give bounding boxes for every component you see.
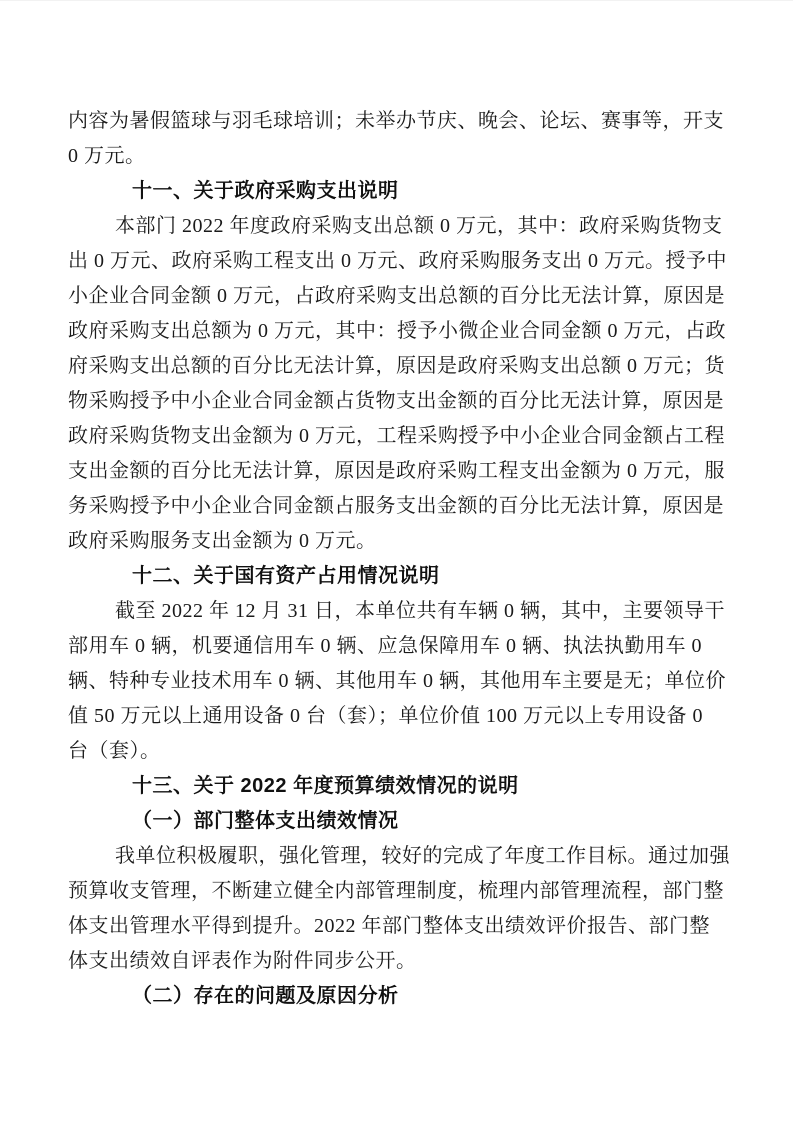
body-text-line: 物采购授予中小企业合同金额占货物支出金额的百分比无法计算，原因是 (68, 390, 724, 412)
section-heading: （一）部门整体支出绩效情况 (132, 810, 399, 832)
body-text-line: 0 万元。 (68, 145, 146, 167)
body-text-line: 辆、特种专业技术用车 0 辆、其他用车 0 辆，其他用车主要是无；单位价 (68, 670, 726, 692)
body-text-line: 体支出绩效自评表作为附件同步公开。 (68, 950, 417, 972)
section-heading: 十二、关于国有资产占用情况说明 (132, 565, 440, 587)
document-content (68, 104, 730, 1014)
section-heading: 十一、关于政府采购支出说明 (132, 180, 399, 202)
body-text-line: 政府采购服务支出金额为 0 万元。 (68, 530, 377, 552)
body-text-line: 部用车 0 辆，机要通信用车 0 辆、应急保障用车 0 辆、执法执勤用车 0 (68, 635, 702, 657)
body-text-line: 内容为暑假篮球与羽毛球培训；未举办节庆、晚会、论坛、赛事等，开支 (68, 110, 724, 132)
body-text-line: 政府采购货物支出金额为 0 万元，工程采购授予中小企业合同金额占工程 (68, 425, 725, 447)
body-text-line: 台（套）。 (68, 740, 161, 762)
body-text-line: 体支出管理水平得到提升。2022 年部门整体支出绩效评价报告、部门整 (68, 915, 710, 937)
body-text-line: 值 50 万元以上通用设备 0 台（套）；单位价值 100 万元以上专用设备 0 (68, 705, 703, 727)
body-text-line: 本部门 2022 年度政府采购支出总额 0 万元，其中：政府采购货物支 (115, 215, 723, 237)
body-text-line: 支出金额的百分比无法计算，原因是政府采购工程支出金额为 0 万元，服 (68, 460, 725, 482)
body-text-line: 预算收支管理，不断建立健全内部管理制度，梳理内部管理流程，部门整 (68, 880, 724, 902)
body-text-line: 我单位积极履职，强化管理，较好的完成了年度工作目标。通过加强 (115, 845, 730, 867)
section-heading: （二）存在的问题及原因分析 (132, 985, 399, 1007)
body-text-line: 府采购支出总额的百分比无法计算，原因是政府采购支出总额 0 万元；货 (68, 355, 725, 377)
section-heading: 十三、关于 2022 年度预算绩效情况的说明 (132, 775, 519, 797)
body-text-line: 务采购授予中小企业合同金额占服务支出金额的百分比无法计算，原因是 (68, 495, 724, 517)
body-text-line: 政府采购支出总额为 0 万元，其中：授予小微企业合同金额 0 万元，占政 (68, 320, 726, 342)
body-text-line: 出 0 万元、政府采购工程支出 0 万元、政府采购服务支出 0 万元。授予中 (68, 250, 727, 272)
body-text-line: 小企业合同金额 0 万元，占政府采购支出总额的百分比无法计算，原因是 (68, 285, 725, 307)
body-text-line: 截至 2022 年 12 月 31 日，本单位共有车辆 0 辆，其中，主要领导干 (115, 600, 725, 622)
